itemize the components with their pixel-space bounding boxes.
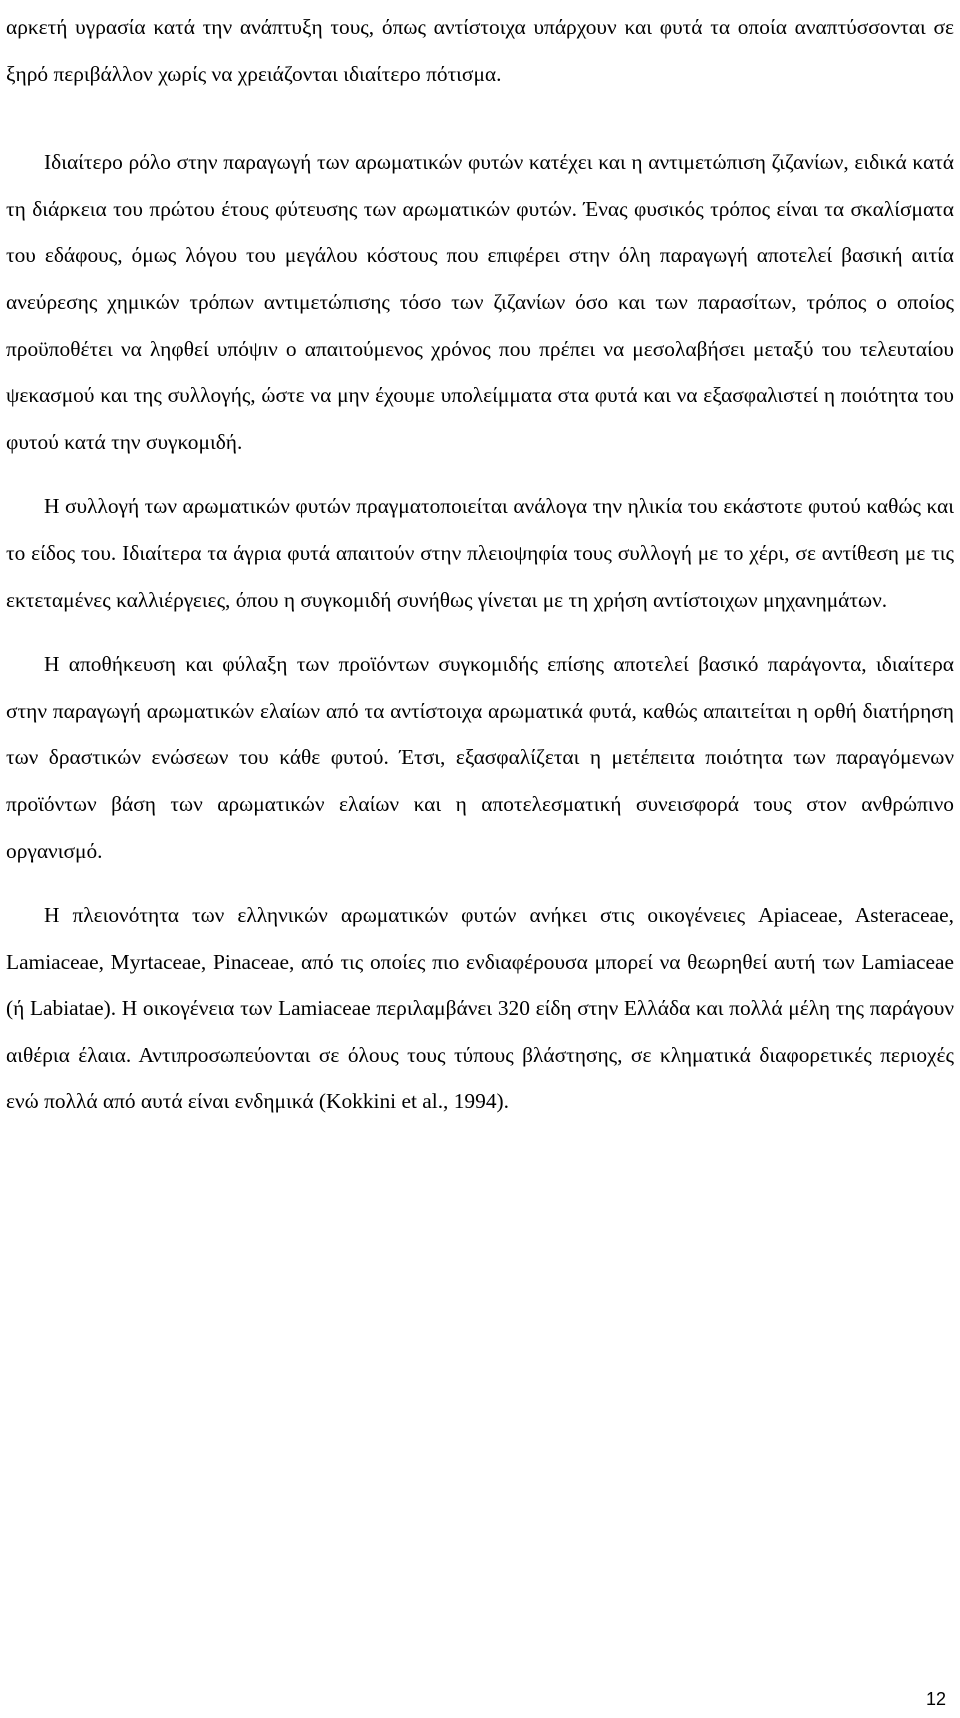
paragraph-continuation: αρκετή υγρασία κατά την ανάπτυξη τους, όπως αντίστοιχα υπάρχουν και φυτά τα οποία αναπτύσσονται σε ξηρό περιβάλλον χωρίς να χρειάζονται ιδιαίτερο πότισμα. (6, 15, 954, 86)
paragraph-storage: Η αποθήκευση και φύλαξη των προϊόντων συγκομιδής επίσης αποτελεί βασικό παράγοντα, ιδιαίτερα στην παραγωγή αρωματικών ελαίων από τα αντίστοιχα αρωματικά φυτά, καθώς απαιτείται η ορθή διατήρηση των δραστικών ενώσεων του κάθε φυτού. Έτσι, εξασφαλίζεται η μετέπειτα ποιότητα των παραγόμενων προϊόντων βάση των αρωματικών ελαίων και η αποτελεσματική συνεισφορά τους στον ανθρώπινο οργανισμό. (6, 652, 954, 863)
paragraph-plant-families: Η πλειονότητα των ελληνικών αρωματικών φυτών ανήκει στις οικογένειες Apiaceae, Asteraceae, Lamiaceae, Myrtaceae, Pinaceae, από τις οποίες πιο ενδιαφέρουσα μπορεί να θεωρηθεί αυτή των Lamiaceae (ή Labiatae). Η οικογένεια των Lamiaceae περιλαμβάνει 320 είδη στην Ελλάδα και πολλά μέλη της παράγουν αιθέρια έλαια. Αντιπροσωπεύονται σε όλους τους τύπους βλάστησης, σε κληματικά διαφορετικές περιοχές ενώ πολλά από αυτά είναι ενδημικά (Kokkini et al., 1994). (6, 903, 954, 1114)
paragraph-weed-control: Ιδιαίτερο ρόλο στην παραγωγή των αρωματικών φυτών κατέχει και η αντιμετώπιση ζιζανίων, ειδικά κατά τη διάρκεια του πρώτου έτους φύτευσης των αρωματικών φυτών. Ένας φυσικός τρόπος είναι τα σκαλίσματα του εδάφους, όμως λόγου του μεγάλου κόστους που επιφέρει στην όλη παραγωγή αποτελεί βασική αιτία ανεύρεσης χημικών τρόπων αντιμετώπισης τόσο των ζιζανίων όσο και των παρασίτων, τρόπος ο οποίος προϋποθέτει να ληφθεί υπόψιν ο απαιτούμενος χρόνος που πρέπει να μεσολαβήσει μεταξύ του τελευταίου ψεκασμού και της συλλογής, ώστε να μην έχουμε υπολείμματα στα φυτά και να εξασφαλιστεί η ποιότητα του φυτού κατά την συγκομιδή. (6, 150, 954, 454)
document-body (6, 4, 954, 1125)
paragraph-harvest: Η συλλογή των αρωματικών φυτών πραγματοποιείται ανάλογα την ηλικία του εκάστοτε φυτού καθώς και το είδος του. Ιδιαίτερα τα άγρια φυτά απαιτούν στην πλειοψηφία τους συλλογή με το χέρι, σε αντίθεση με τις εκτεταμένες καλλιέργειες, όπου η συγκομιδή συνήθως γίνεται με τη χρήση αντίστοιχων μηχανημάτων. (6, 494, 954, 612)
page-number: 12 (925, 1689, 946, 1709)
